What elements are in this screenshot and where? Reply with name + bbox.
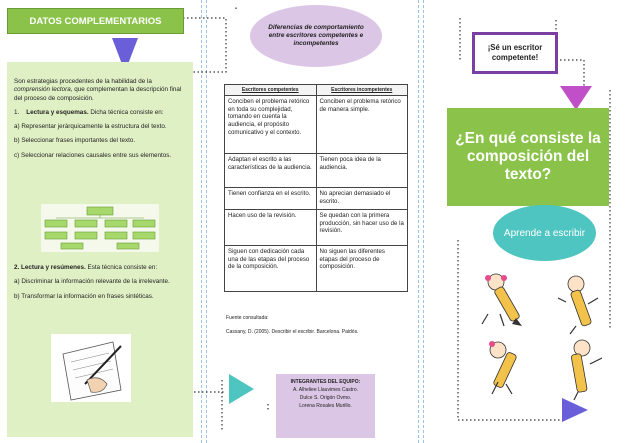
item-1b: b) Seleccionar frases importantes del texto. (14, 137, 136, 145)
column-header: Escritores competentes (225, 85, 317, 96)
team-title: INTEGRANTES DEL EQUIPO: (290, 379, 361, 385)
strategies-text (7, 62, 193, 160)
table-row (225, 246, 408, 292)
item-1c: c) Seleccionar relaciones causales entre sus elementos. (14, 151, 172, 159)
table-cell: Conciben el problema retórico en toda su complejidad, tomando en cuenta la audiencia, el propósito comunicativo y el contexto. (225, 96, 317, 154)
table-row (225, 96, 408, 154)
team-member: Dulce S. Origón Ovmo. (299, 395, 352, 401)
table-cell: Se quedan con la primera producción, sin hacer uso de la revisión. (316, 210, 408, 246)
team-box (276, 374, 375, 438)
comparison-table (224, 84, 408, 292)
table-cell: Adaptan el escrito a las características de la audiencia. (225, 154, 317, 188)
source-block (226, 314, 386, 336)
table-row (225, 210, 408, 246)
table-cell: Hacen uso de la revisión. (225, 210, 317, 246)
item-2b: b) Transformar la información en frases sintéticas. (14, 292, 154, 300)
triangle-right-icon (560, 396, 590, 424)
item-2-block (14, 264, 186, 307)
column-header: Escritores incompetentes (316, 85, 408, 96)
table-cell: Conciben el problema retórico de manera simple. (316, 96, 408, 154)
pencil-kids-image (466, 268, 616, 408)
item-1: 1. Lectura y esquemas. Dicha técnica consiste en: (14, 108, 164, 116)
table-row (225, 154, 408, 188)
table-header-row (225, 85, 408, 96)
learn-bubble: Aprende a escribir (493, 205, 596, 261)
triangle-right-icon (226, 372, 256, 406)
source-label: Fuente consultada: (226, 315, 269, 321)
comparison-title-bubble: Diferencias de comportamiento entre escritores competentes e incompetentes (250, 5, 382, 67)
team-member: A. Alheliee Llauvimes Castro. (292, 387, 359, 393)
section-header: DATOS COMPLEMENTARIOS (7, 8, 184, 34)
slogan-box: ¡Sé un escritor competente! (472, 32, 558, 74)
table-cell: No siguen las diferentes etapas del proceso de composición. (316, 246, 408, 292)
source-reference: Cassany, D. (2005). Describir el escribir. Barcelona. Paidós. (226, 329, 359, 335)
table-cell: No aprecian demasiado el escrito. (316, 188, 408, 210)
team-member: Lorena Rosales Murillo. (299, 403, 352, 409)
intro-paragraph: Son estrategias procedentes de la habilidad de la comprensión lectora, que complementan la descripción final del proceso de composición. (14, 78, 182, 102)
hierarchy-diagram-image (41, 204, 159, 252)
table-cell: Tienen confianza en el escrito. (225, 188, 317, 210)
item-2: 2. Lectura y resúmenes. Esta técnica consiste en: (14, 264, 158, 271)
item-2a: a) Discriminar la información relevante de la irrelevante. (14, 278, 170, 286)
writing-hand-image (51, 334, 131, 402)
table-cell: Siguen con dedicación cada una de las etapas del proceso de la composición. (225, 246, 317, 292)
main-title: ¿En qué consiste la composición del texto? (447, 108, 609, 206)
strategies-panel (7, 62, 193, 437)
item-1a: a) Representar jerárquicamente la estructura del texto. (14, 123, 167, 131)
table-row (225, 188, 408, 210)
table-cell: Tienen poca idea de la audiencia. (316, 154, 408, 188)
